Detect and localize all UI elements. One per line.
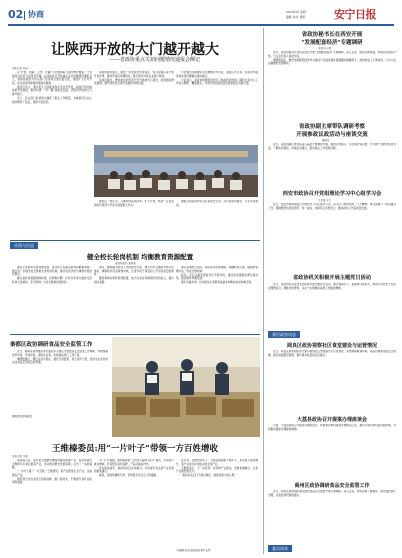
paragraph: 调研组指出，要把发展配套经济作为推动产业链延链补链强链的重要抓手，加快形成上下游协同、大中小企业融通的发展格局。 xyxy=(268,58,396,66)
lead-col-1 xyxy=(12,71,92,236)
right-b2-title: 大荔县政协召开提案办理座谈会 xyxy=(296,417,367,423)
mid-col-2 xyxy=(94,266,174,330)
right-h1-byline: 本报讯 记者 xyxy=(318,47,332,50)
section-name: 协商 xyxy=(28,10,44,19)
bottom-col-1 xyxy=(12,459,92,554)
lead-subtitle: ——省政协重点关切问题情况通报会侧记 xyxy=(109,57,200,63)
section-tag-members: 委员风采 xyxy=(268,545,292,552)
bottom-byline: 本报记者 王晓 xyxy=(12,455,28,458)
side-body xyxy=(12,350,108,412)
paragraph: 有委员提出，要加快中欧班列长安号集结中心建设，拓展国际物流通道，提升陕西在全国开放格局中的位置。 xyxy=(94,78,174,86)
paragraph: 近日，阎良区政协组织部分委员视察社区食堂建设与运营情况，实地察看就餐环境、菜品价格和食品安全管理，提出加强规范管理、提升服务质量的意见建议。 xyxy=(268,350,396,357)
masthead-logo: 安宁日报 xyxy=(334,8,376,21)
header-meta-1: 2024年4月 星期一 xyxy=(286,11,309,14)
lead-title: 让陕西开放的大门越开越大 xyxy=(51,42,219,58)
right-b3-body xyxy=(268,490,396,540)
right-h1-title: 省政协秘书长在西安开展 xyxy=(301,32,363,38)
paragraph: 省政协委员建议，要进一步发挥自贸试验区、综合保税区等开放平台作用，推动贸易投资便利化，吸引更多外资企业落户陕西。 xyxy=(94,71,174,78)
lead-col-2b xyxy=(94,200,174,236)
mid-col-1 xyxy=(12,266,92,330)
page-number: 02 xyxy=(8,8,24,21)
lead-col-3 xyxy=(176,71,258,141)
section-tag-grassroots: 基层政协动态 xyxy=(268,331,300,338)
paragraph: 要统筹城乡教育资源配置，加大对农村和薄弱学校的投入，缩小校际差距。 xyxy=(94,277,174,284)
paragraph: 通过多措并举，切实推动义务教育由基本均衡向优质均衡迈进。 xyxy=(181,281,254,285)
side-title: 秦都区政协调研食品安全监管工作 xyxy=(10,342,93,348)
bottom-caption: 王维榛(右)在茶园查看茶叶长势 xyxy=(176,549,211,552)
right-h2-byline: 通讯员 xyxy=(322,139,330,142)
paragraph: 她说，将继续履职尽责，带领更多乡亲走上致富路。 xyxy=(99,474,159,478)
paragraph: 在陕南山区，茶叶是当地群众增收致富的重要产业。省政协委员王维榛多年来扎根茶产业，带动周边群众发展茶园，走出了一条致富路。 xyxy=(12,459,92,470)
side-caption: 调研组在现场察看 xyxy=(12,415,33,418)
paragraph: 日前，大荔县政协召开提案办理座谈会，听取承办单位提案办理情况汇报，委员与承办单位面对面沟通，共同推动提案办理提质增效。 xyxy=(268,424,396,431)
header-rule xyxy=(8,24,394,26)
paragraph: 为了打开销路，她积极探索“合作社+基地+农户”模式，带动农户就业增收，打造特色茶叶品牌，产品远销省内外。 xyxy=(94,459,174,466)
right-h3-title: 西安市政协召开党组理论学习中心组学习会 xyxy=(282,191,382,197)
right-h4-body xyxy=(268,283,396,323)
vertical-divider xyxy=(263,28,264,554)
page-header xyxy=(8,6,396,26)
right-h3-byline: 王京凛 王力 xyxy=(318,199,332,202)
right-h1-subtitle: “发展配套经济”专题调研 xyxy=(301,40,363,46)
paragraph: 近日，商州区政协组织委员围绕食品安全监管开展专题调研，深入企业、市场实地了解情况，提出强化源头治理、完善监管机制的建议。 xyxy=(268,490,396,497)
mid-rule xyxy=(10,240,260,241)
paragraph: 要完善轮岗激励保障政策，在职称评聘、评优评先等方面向交流轮岗人员倾斜，充分调动广大校长教师的积极性。 xyxy=(12,277,92,284)
right-b1-title: 阎良区政协视察社区食堂建设与运营情况 xyxy=(286,343,377,349)
paragraph: 以“开放、创新、合作、共赢”为主题的第七届丝博会暨第二十四届西洽会近日在西安开幕。在省政协召开的重点关切问题情况通报会上，省政协委员与有关部门负责同志面对面交流，围绕扩大对外开放、优化营商环境等积极建言献策。 xyxy=(12,71,92,85)
paragraph: 大家表示，省政协将继续发挥专门协商机构作用，围绕全省中心工作深入调研、精准建言，为谱写陕西高质量发展新篇章贡献力量。 xyxy=(176,78,258,86)
right-h2-body xyxy=(268,143,396,185)
bottom-col-2 xyxy=(94,459,174,554)
paragraph: 近日，秦都区政协组织部分委员深入辖区开展食品安全监管工作调研，实地察看农贸市场、学校食堂、餐饮企业等，听取相关部门工作汇报。 xyxy=(12,350,108,357)
right-h4-title: 省政协机关积极开展主题党日活动 xyxy=(293,275,371,281)
paragraph: 会上，有关部门负责同志通报了相关工作情况，并就委员们关心的问题作了回应，现场气氛热烈。 xyxy=(12,96,92,104)
right-h2-title: 省政协副主席带队调研考察 xyxy=(298,124,365,130)
right-h2-subtitle: 开展参政议政活动与座谈交流 xyxy=(296,132,368,138)
section-divider xyxy=(24,11,25,20)
right-h3-body xyxy=(268,203,396,269)
paragraph: 推进义务教育优质均衡发展，是办好人民满意教育的重要举措。建议进一步健全校长教师交流轮岗机制，推动优质学校与薄弱学校结对帮扶。 xyxy=(12,266,92,277)
paragraph: 她带领合作社成员引进新品种、推广新技术，不断提升茶叶品质和附加值。 xyxy=(12,477,92,485)
market-photo xyxy=(112,337,260,437)
bottom-col-3 xyxy=(176,459,258,554)
paragraph: 近日，省政协副主席带队深入基层开展调研考察，围绕乡村振兴、生态保护等议题，与当地干部群众座谈交流，了解实际情况，听取意见建议，推动相关工作落地见效。 xyxy=(268,143,396,150)
paragraph: “一片叶子富了一方百姓。”王维榛说，茶产业既是生态产业，也是富民产业。 xyxy=(12,470,92,477)
lead-byline: 本报记者 宋涛 xyxy=(12,67,28,70)
section-tag-opinion: 社情与民意 xyxy=(10,242,38,249)
paragraph: 委员们一致认为，只要持续深化改革、扩大开放，陕西一定能在新时代西部大开发中展现更大作为。 xyxy=(94,200,174,207)
lead-photo xyxy=(94,145,258,197)
bottom-title: 王维榛委员:用“一片叶子”带领一方百姓增收 xyxy=(52,444,218,454)
right-b1-body xyxy=(268,350,396,404)
paragraph: 近日，省政协秘书长带队在西安开展“发展配套经济”专题调研，深入企业、园区实地察看，听取有关情况介绍，与企业负责人座谈交流。 xyxy=(268,51,396,58)
paragraph: 近年来，在她的带动下，当地茶园面积不断扩大，茶农收入稳步增长，茶产业成为乡村振兴的支柱产业。 xyxy=(176,459,258,466)
paragraph: 与会委员还就推动文化旅游对外交流、加强人才引进、完善涉外服务体系等问题提出具体建议。 xyxy=(176,71,258,78)
paragraph: 近日，省政协机关各党支部积极开展主题党日活动，通过参观学习、集体研讨等形式，教育引导党员干部坚定理想信念，锤炼党性修养，以实干实绩推动各项工作提质增效。 xyxy=(268,283,396,290)
paragraph: “看到乡亲们日子越过越好，就是我最大的心愿。” xyxy=(181,474,237,478)
bottom-rule xyxy=(10,334,260,335)
paragraph: 王维榛表示，下一步将进一步延伸产业链条，发展茶旅融合，让茶产业焕发新活力。 xyxy=(176,466,258,474)
right-b2-body xyxy=(268,424,396,474)
mid-col-3 xyxy=(176,266,258,330)
lead-col-2 xyxy=(94,71,174,141)
header-meta-2: 编辑: 校对: 组版: xyxy=(286,16,306,19)
mid-byline: 省政协委员 张某某 xyxy=(115,262,136,265)
paragraph: 建议各地结合实际，制定轮岗实施细则，明确轮岗范围、期限和管理办法，形成长效机制。 xyxy=(176,266,258,273)
paragraph: 委员们表示，要以更大力度推进高水平对外开放，持续打造内陆改革开放高地，推动共建“一带一路”高质量发展，让陕西开放的大门越开越大。 xyxy=(12,85,92,96)
paragraph: 近日，西安市政协党组召开理论学习中心组学习会，深入学习贯彻党的二十大精神，研究部署下一阶段重点工作，强调要坚持党的领导、统一战线、协商民主有机结合，推动政协工作高质量发展。 xyxy=(268,203,396,210)
paragraph: 通报会由省政协有关负责同志主持，部分省政协委员、专家学者参加。 xyxy=(176,200,258,207)
lead-col-3b xyxy=(176,200,258,236)
right-h1-body xyxy=(268,51,396,117)
mid-title: 健全校长轮岗机制 均衡教育资源配置 xyxy=(86,253,194,261)
paragraph: 此外，还应注重发挥信息化手段作用，推动优质课程资源共建共享，促进教育均衡发展。 xyxy=(176,273,258,281)
paragraph: 作为政协委员，她时刻关注乡村振兴，多次提交有关茶产业发展的提案建议。 xyxy=(94,466,174,474)
right-b3-title: 商州区政协调研食品安全监管工作 xyxy=(294,483,370,489)
paragraph: 调研组建议，要压实各方责任，强化日常监管，加大宣传力度，营造全社会共同关注食品安全的良好氛围。 xyxy=(12,357,108,365)
paragraph: 同时，要加强对轮岗工作的督导评估，建立科学合理的考核评价体系，确保轮岗交流取得实效，让更多孩子享受到公平而有质量的教育。 xyxy=(94,266,174,277)
